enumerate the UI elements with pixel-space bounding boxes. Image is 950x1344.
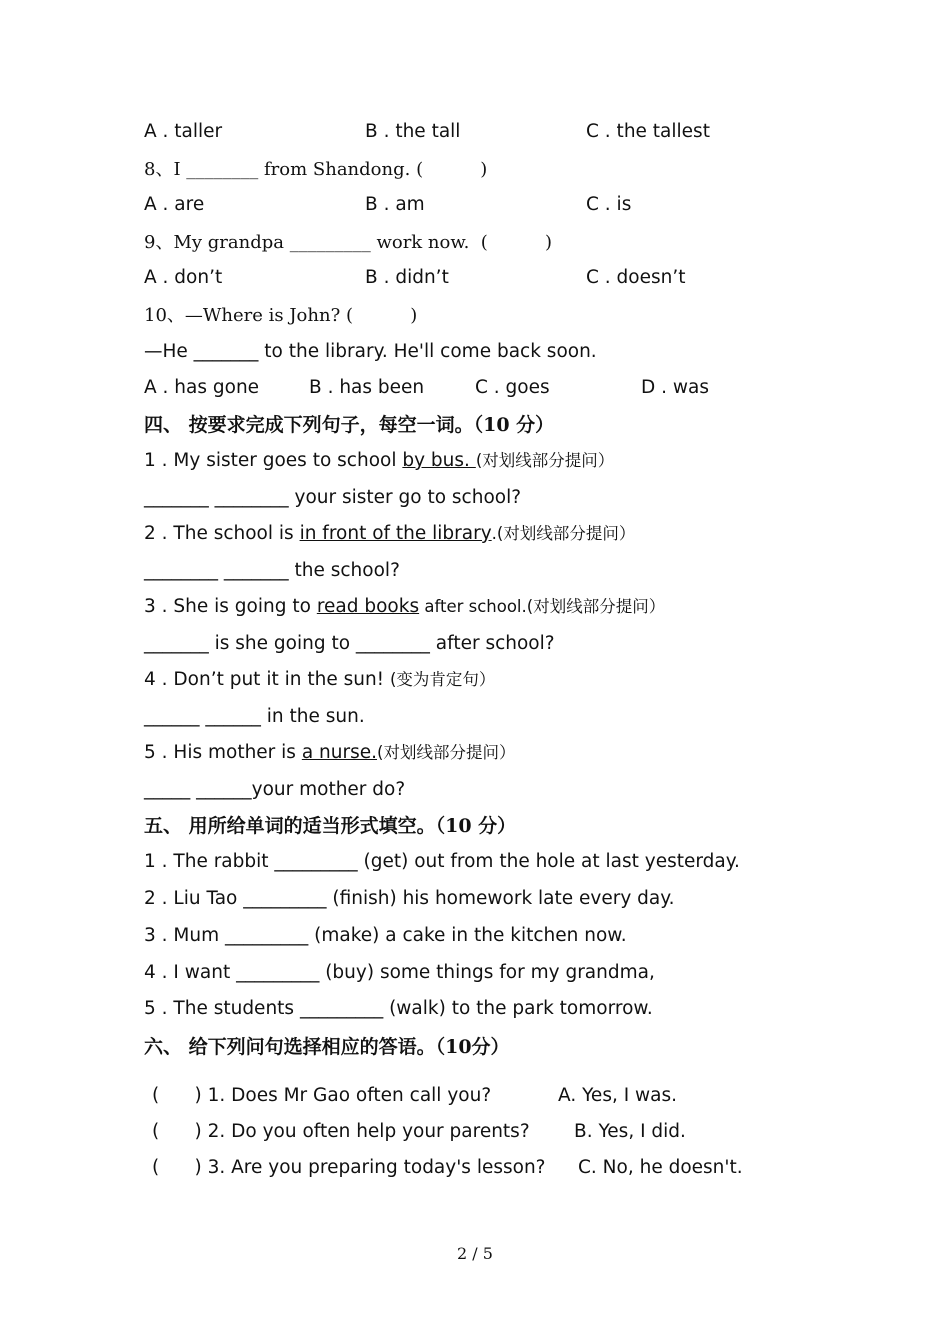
s4-answer-2: ________ _______ the school?: [144, 560, 400, 581]
q8-option-c: C . is: [586, 194, 632, 215]
s5-item-3: 3 . Mum _________ (make) a cake in the kitchen now.: [144, 925, 627, 946]
s5-item-4: 4 . I want _________ (buy) some things for my grandma,: [144, 962, 655, 983]
section4-heading: 四、 按要求完成下列句子，每空一词。（10 分）: [144, 414, 555, 436]
q9-option-a: A . don’t: [144, 267, 223, 288]
section5-heading: 五、 用所给单词的适当形式填空。（10 分）: [144, 815, 517, 837]
q7-option-b: B . the tall: [365, 121, 461, 142]
q10-option-c: C . goes: [475, 377, 550, 398]
q10-option-b: B . has been: [309, 377, 425, 398]
page-number: 2 / 5: [457, 1244, 493, 1263]
s5-item-2: 2 . Liu Tao _________ (finish) his homework late every day.: [144, 888, 675, 909]
s4-answer-1: _______ ________ your sister go to school?: [144, 487, 522, 508]
q7-option-c: C . the tallest: [586, 121, 710, 142]
s6-answer-b: B. Yes, I did.: [574, 1121, 686, 1142]
s4-answer-4: ______ ______ in the sun.: [144, 706, 365, 727]
section6-heading: 六、 给下列问句选择相应的答语。（10分）: [144, 1036, 510, 1058]
s4-answer-3: _______ is she going to ________ after school?: [144, 633, 555, 654]
s4-item-5: 5 . His mother is a nurse.(对划线部分提问）: [144, 742, 516, 763]
q10-option-d: D . was: [641, 377, 709, 398]
s6-question-2: ( ) 2. Do you often help your parents?: [152, 1121, 530, 1142]
q8-stem: 8、I ________ from Shandong. ( ): [144, 159, 488, 180]
q10-stem: 10、—Where is John? ( ): [144, 305, 418, 326]
s6-question-3: ( ) 3. Are you preparing today's lesson?: [152, 1157, 546, 1178]
s6-answer-a: A. Yes, I was.: [558, 1085, 678, 1106]
q9-option-b: B . didn’t: [365, 267, 449, 288]
s6-question-1: ( ) 1. Does Mr Gao often call you?: [152, 1085, 492, 1106]
q9-stem: 9、My grandpa _________ work now. ( ): [144, 232, 553, 253]
s4-item-3: 3 . She is going to read books after school.(对划线部分提问）: [144, 596, 666, 617]
s4-item-4: 4 . Don’t put it in the sun! (变为肯定句）: [144, 669, 496, 690]
q9-option-c: C . doesn’t: [586, 267, 686, 288]
s4-item-1: 1 . My sister goes to school by bus. (对划线部分提问）: [144, 450, 615, 471]
s5-item-1: 1 . The rabbit _________ (get) out from the hole at last yesterday.: [144, 851, 740, 872]
q10-option-a: A . has gone: [144, 377, 260, 398]
s5-item-5: 5 . The students _________ (walk) to the park tomorrow.: [144, 998, 653, 1019]
s6-answer-c: C. No, he doesn't.: [578, 1157, 743, 1178]
q8-option-a: A . are: [144, 194, 205, 215]
q8-option-b: B . am: [365, 194, 425, 215]
q10-sentence: —He _______ to the library. He'll come back soon.: [144, 341, 597, 362]
q7-option-a: A . taller: [144, 121, 223, 142]
s4-item-2: 2 . The school is in front of the library.(对划线部分提问）: [144, 523, 636, 544]
s4-answer-5: _____ ______your mother do?: [144, 779, 406, 800]
